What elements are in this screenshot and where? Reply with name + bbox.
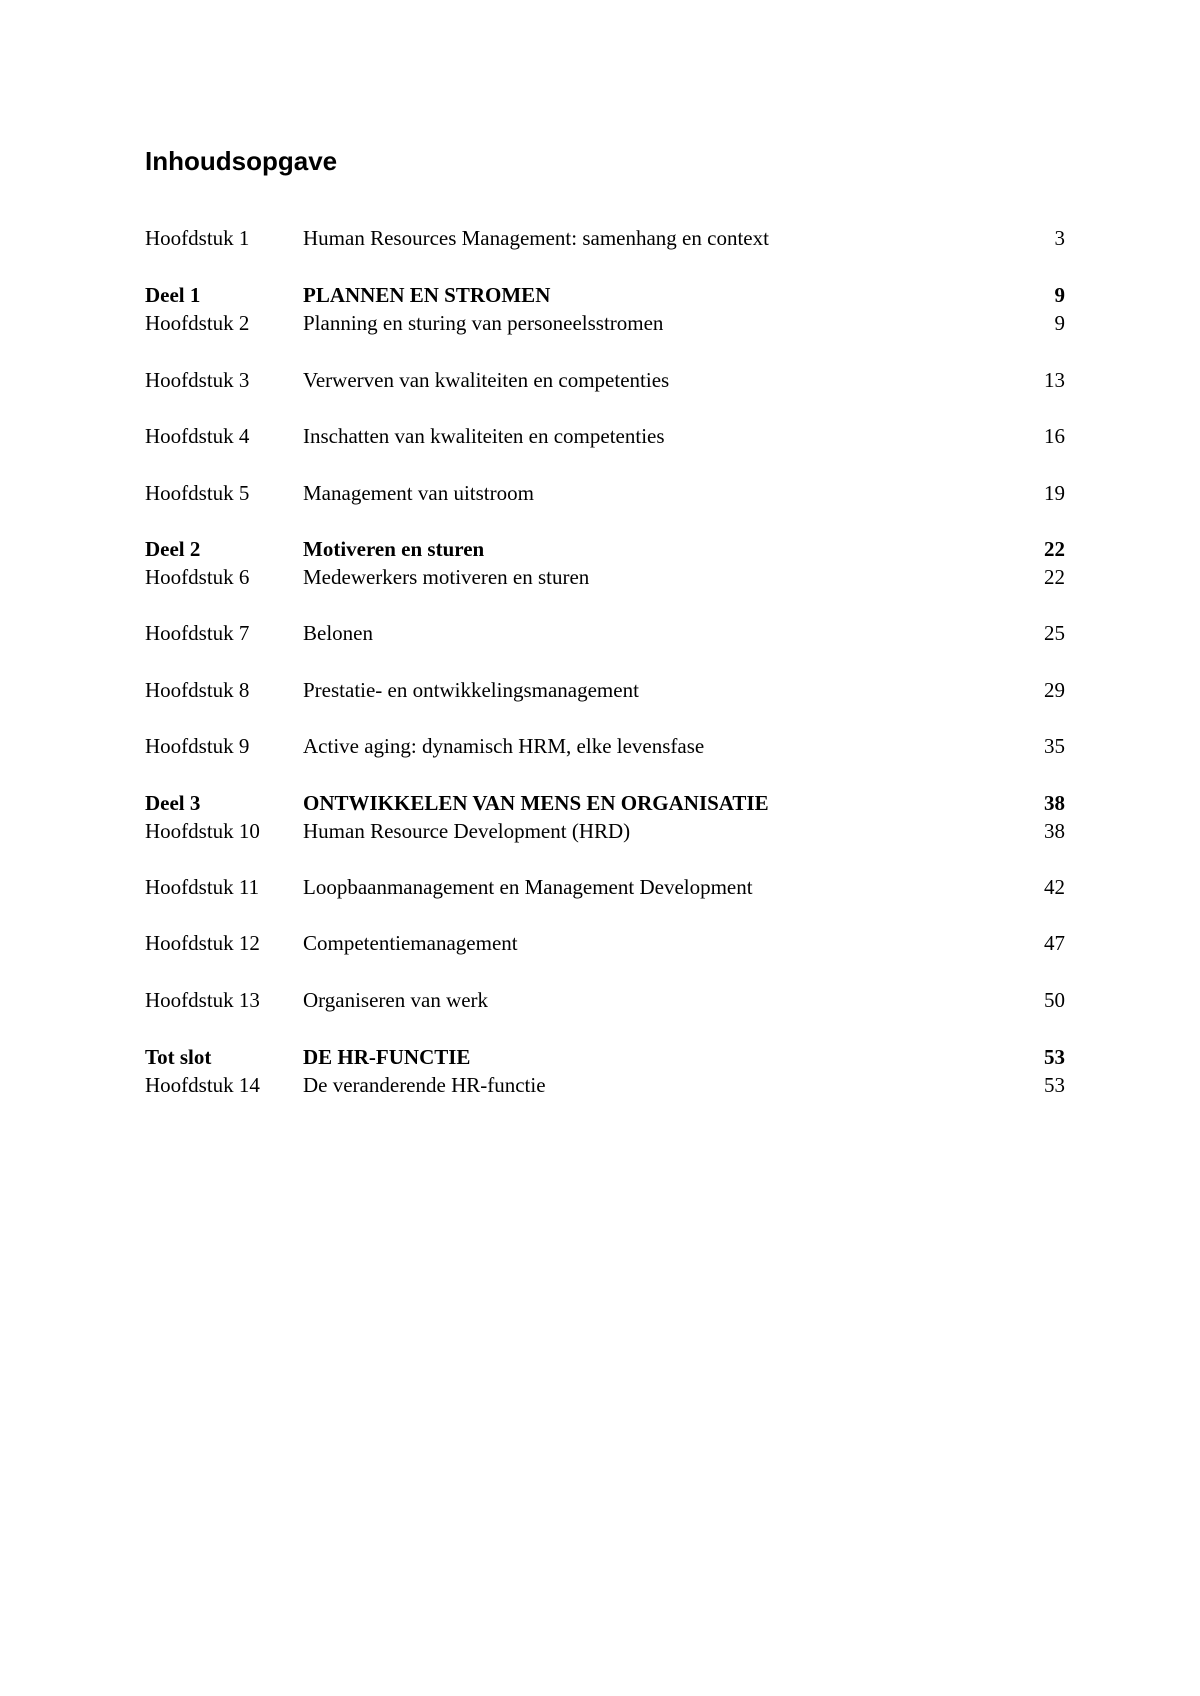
entry-page-number: 9 <box>1054 311 1065 335</box>
entry-page-number: 25 <box>1044 621 1065 645</box>
entry-title: Belonen <box>303 621 373 645</box>
toc-entry-chapter-14[interactable] <box>145 1071 1065 1099</box>
entry-title: Medewerkers motiveren en sturen <box>303 565 590 589</box>
toc-entry-chapter-11[interactable] <box>145 873 1065 901</box>
entry-label: Hoofdstuk 3 <box>145 368 250 392</box>
toc-part-final[interactable] <box>145 1043 1065 1071</box>
part-label: Deel 2 <box>145 537 201 561</box>
entry-title: Verwerven van kwaliteiten en competenties <box>303 368 670 392</box>
entry-title: Planning en sturing van personeelsstromen <box>303 311 664 335</box>
entry-page-number: 3 <box>1054 226 1065 250</box>
entry-label: Hoofdstuk 14 <box>145 1073 260 1097</box>
part-page-number: 22 <box>1044 537 1065 561</box>
part-label: Deel 3 <box>145 791 201 815</box>
entry-label: Hoofdstuk 12 <box>145 931 260 955</box>
entry-title: Management van uitstroom <box>303 481 534 505</box>
toc-part-3[interactable] <box>145 789 1065 817</box>
entry-page-number: 19 <box>1044 481 1065 505</box>
entry-label: Hoofdstuk 11 <box>145 875 260 899</box>
part-page-number: 38 <box>1044 791 1065 815</box>
entry-label: Hoofdstuk 4 <box>145 424 250 448</box>
entry-page-number: 38 <box>1044 819 1065 843</box>
entry-title: Loopbaanmanagement en Management Development <box>303 875 753 899</box>
toc-entry-chapter-9[interactable] <box>145 732 1065 760</box>
toc-entry-chapter-7[interactable] <box>145 619 1065 647</box>
toc-part-1[interactable] <box>145 281 1065 309</box>
toc-entry-chapter-3[interactable] <box>145 366 1065 394</box>
toc-entry-chapter-10[interactable] <box>145 817 1065 845</box>
part-title: Motiveren en sturen <box>303 537 485 561</box>
part-label: Tot slot <box>145 1045 212 1069</box>
toc-entry-chapter-12[interactable] <box>145 929 1065 957</box>
entry-page-number: 42 <box>1044 875 1065 899</box>
entry-title: De veranderende HR-functie <box>303 1073 546 1097</box>
entry-label: Hoofdstuk 1 <box>145 226 250 250</box>
part-title: DE HR-FUNCTIE <box>303 1045 471 1069</box>
page-title: Inhoudsopgave <box>145 146 338 176</box>
toc-part-2[interactable] <box>145 535 1065 563</box>
entry-label: Hoofdstuk 2 <box>145 311 250 335</box>
toc-entry-chapter-1[interactable] <box>145 224 1065 252</box>
toc-entry-chapter-8[interactable] <box>145 676 1065 704</box>
entry-title: Competentiemanagement <box>303 931 518 955</box>
entry-page-number: 53 <box>1044 1073 1065 1097</box>
part-page-number: 9 <box>1054 283 1065 307</box>
entry-page-number: 47 <box>1044 931 1065 955</box>
entry-title: Human Resources Management: samenhang en context <box>303 226 769 250</box>
toc-entry-chapter-6[interactable] <box>145 563 1065 591</box>
part-page-number: 53 <box>1044 1045 1065 1069</box>
part-title: ONTWIKKELEN VAN MENS EN ORGANISATIE <box>303 791 769 815</box>
entry-label: Hoofdstuk 6 <box>145 565 250 589</box>
entry-title: Prestatie- en ontwikkelingsmanagement <box>303 678 639 702</box>
toc-entry-chapter-2[interactable] <box>145 309 1065 337</box>
toc-entry-chapter-5[interactable] <box>145 479 1065 507</box>
toc-entry-chapter-4[interactable] <box>145 422 1065 450</box>
entry-label: Hoofdstuk 10 <box>145 819 260 843</box>
table-of-contents <box>145 0 1065 1696</box>
entry-title: Human Resource Development (HRD) <box>303 819 631 843</box>
entry-title: Organiseren van werk <box>303 988 489 1012</box>
entry-page-number: 13 <box>1044 368 1065 392</box>
entry-page-number: 35 <box>1044 734 1065 758</box>
entry-page-number: 22 <box>1044 565 1065 589</box>
entry-page-number: 29 <box>1044 678 1065 702</box>
entry-title: Inschatten van kwaliteiten en competenties <box>303 424 665 448</box>
entry-label: Hoofdstuk 5 <box>145 481 250 505</box>
entry-page-number: 16 <box>1044 424 1065 448</box>
entry-label: Hoofdstuk 9 <box>145 734 250 758</box>
entry-label: Hoofdstuk 13 <box>145 988 260 1012</box>
part-title: PLANNEN EN STROMEN <box>303 283 551 307</box>
toc-entry-chapter-13[interactable] <box>145 986 1065 1014</box>
entry-label: Hoofdstuk 7 <box>145 621 250 645</box>
entry-title: Active aging: dynamisch HRM, elke levensfase <box>303 734 705 758</box>
entry-page-number: 50 <box>1044 988 1065 1012</box>
entry-label: Hoofdstuk 8 <box>145 678 250 702</box>
part-label: Deel 1 <box>145 283 201 307</box>
